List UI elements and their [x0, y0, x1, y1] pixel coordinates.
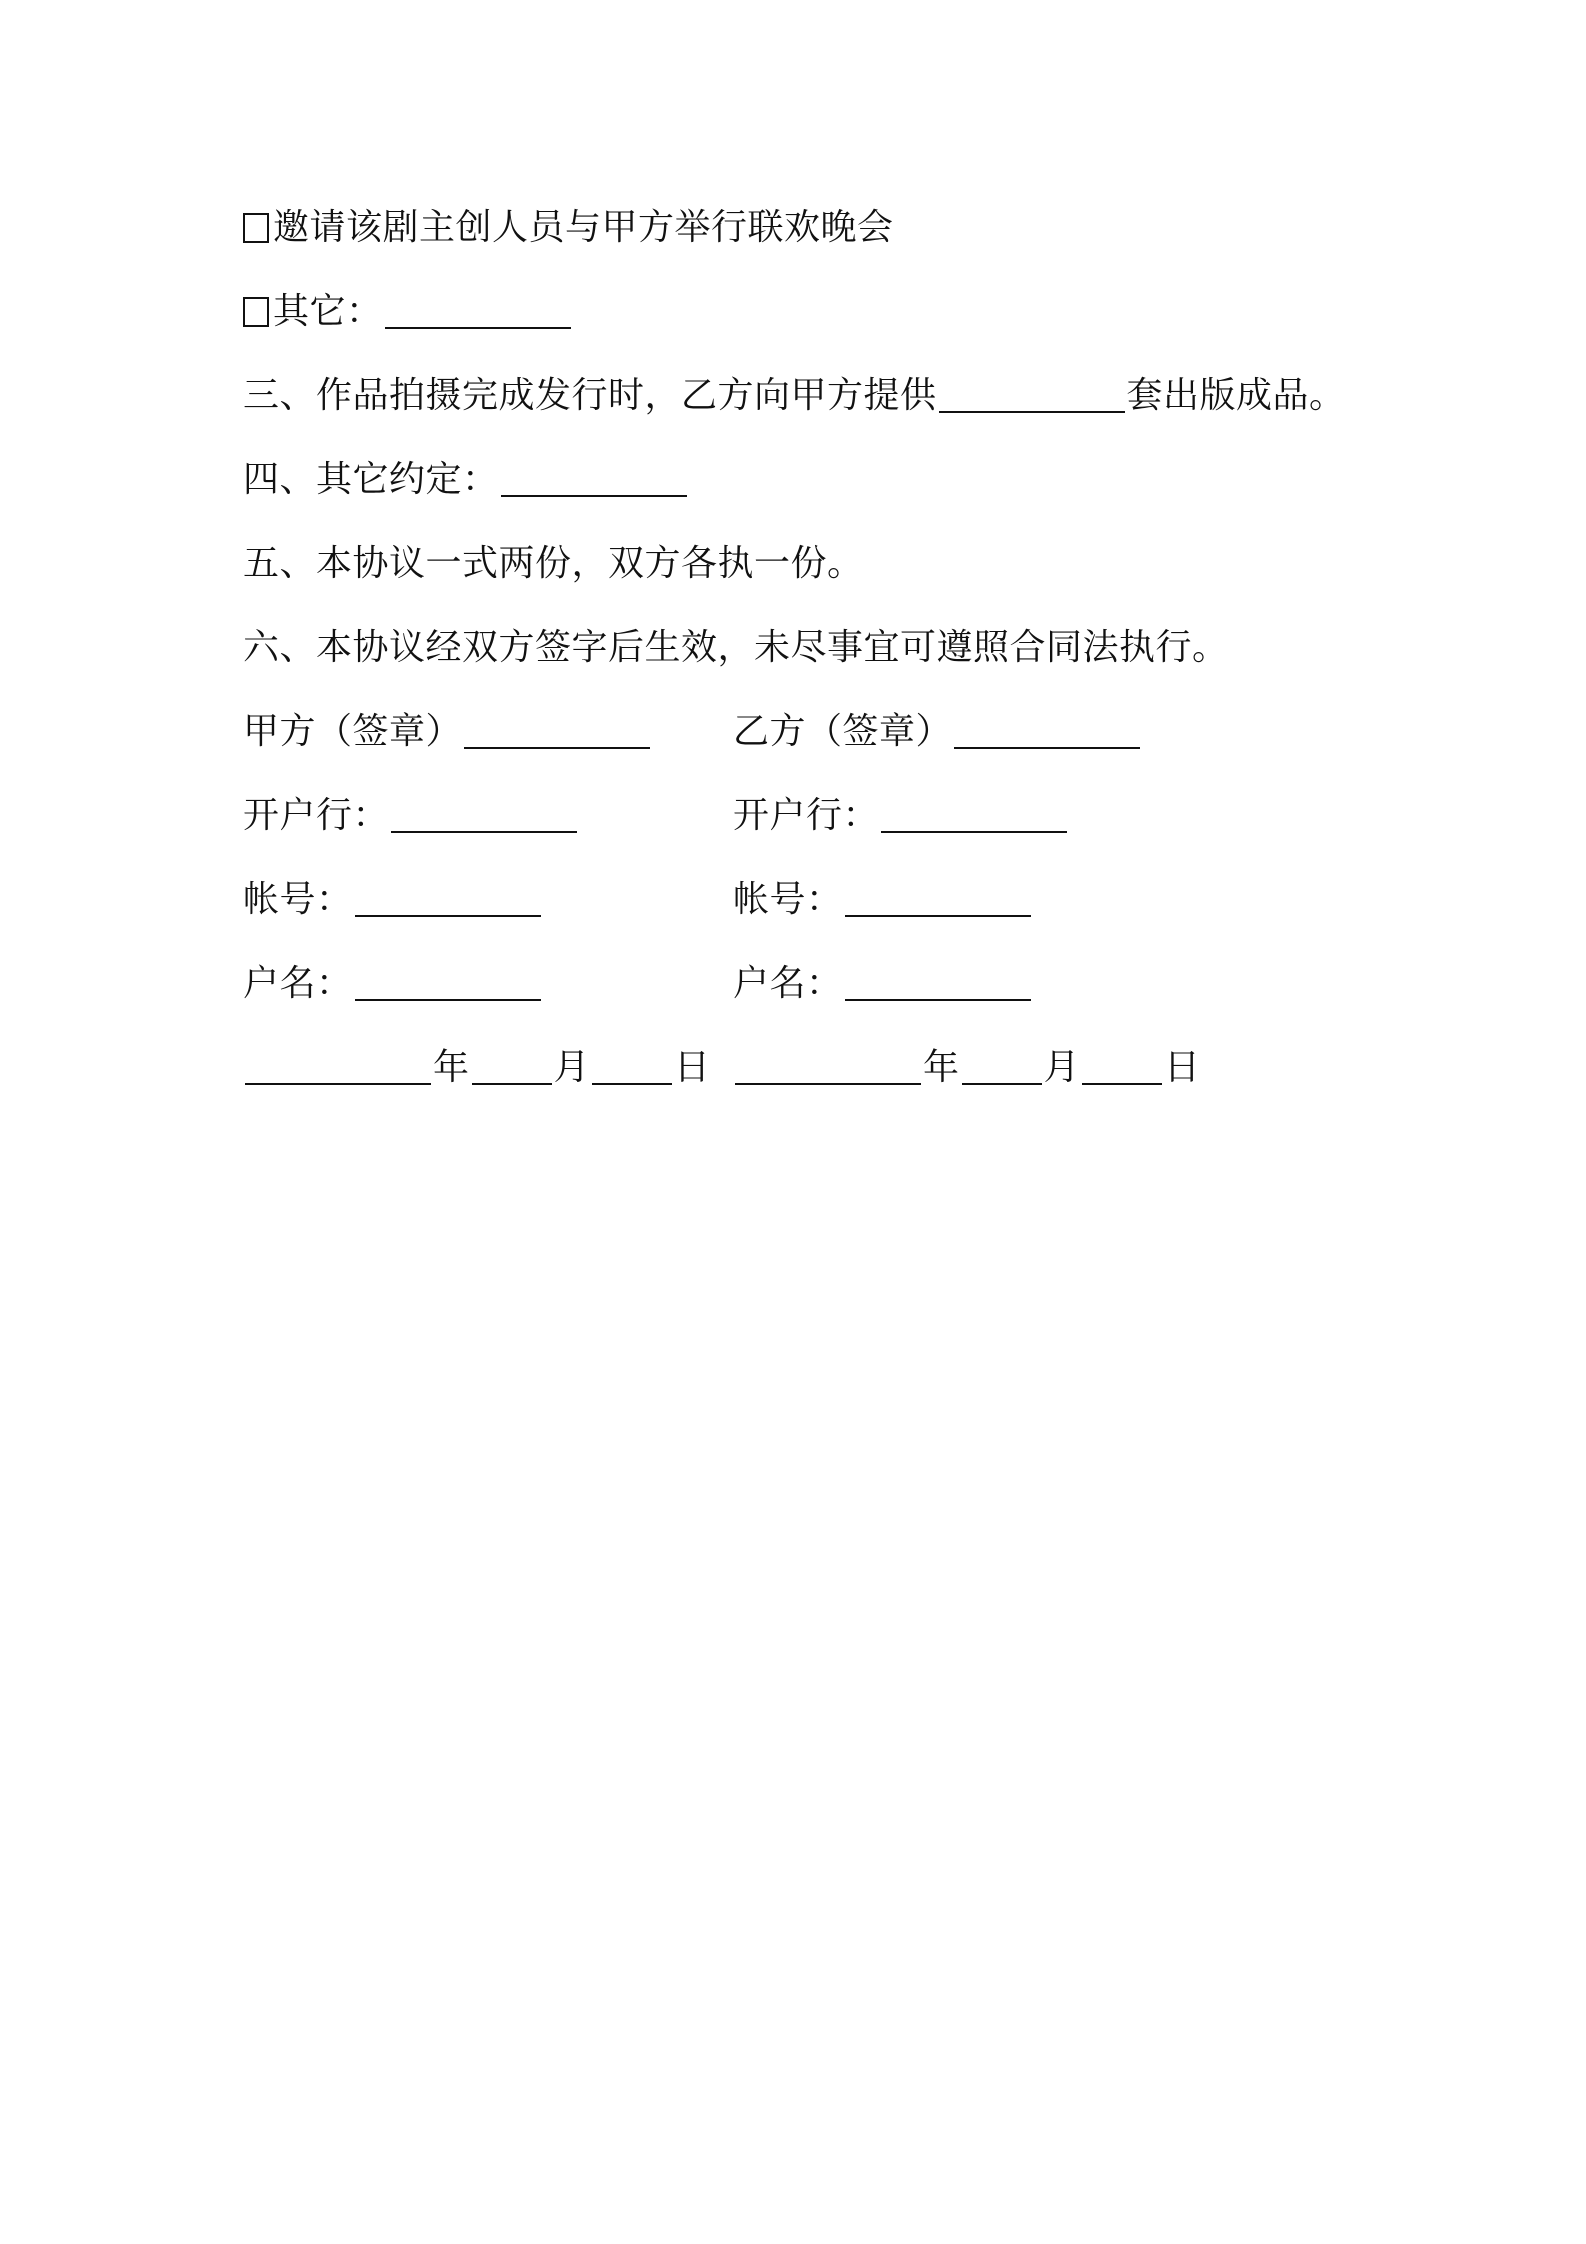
option-invite-text: 邀请该剧主创人员与甲方举行联欢晚会 [273, 207, 894, 248]
party-b-date-line [733, 1046, 1201, 1090]
party-b-sign-label: 乙方（签章） [733, 711, 953, 752]
clause-3-prefix: 三、作品拍摄完成发行时，乙方向甲方提供 [243, 375, 937, 416]
party-a-sign-line [243, 710, 652, 754]
party-b-name-blank[interactable] [845, 969, 1031, 1001]
party-a-account-label: 帐号： [243, 879, 353, 920]
party-a-month-blank[interactable] [472, 1053, 552, 1085]
clause-3-blank[interactable] [939, 381, 1125, 413]
party-a-day-label: 日 [674, 1047, 711, 1088]
party-b-year-label: 年 [923, 1047, 960, 1088]
party-a-account-line [243, 878, 543, 922]
party-b-sign-line [733, 710, 1142, 754]
checkbox-invite[interactable] [243, 213, 269, 243]
party-b-month-label: 月 [1043, 1047, 1081, 1088]
party-b-account-blank[interactable] [845, 885, 1031, 917]
party-b-sign-blank[interactable] [954, 717, 1140, 749]
party-b-day-label: 日 [1164, 1047, 1201, 1088]
clause-6-line [243, 626, 1229, 670]
party-a-bank-line [243, 794, 579, 838]
party-a-name-label: 户名： [243, 963, 353, 1004]
party-b-name-label: 户名： [733, 963, 843, 1004]
party-a-year-blank[interactable] [245, 1053, 431, 1085]
clause-4-label: 四、其它约定： [243, 459, 499, 500]
clause-5-text: 五、本协议一式两份，双方各执一份。 [243, 543, 864, 584]
clause-3-line [243, 374, 1346, 418]
party-a-bank-blank[interactable] [391, 801, 577, 833]
party-a-sign-label: 甲方（签章） [243, 711, 463, 752]
party-a-name-line [243, 962, 543, 1006]
party-a-account-blank[interactable] [355, 885, 541, 917]
party-a-sign-blank[interactable] [464, 717, 650, 749]
party-a-name-blank[interactable] [355, 969, 541, 1001]
clause-3-suffix: 套出版成品。 [1126, 375, 1346, 416]
party-b-bank-line [733, 794, 1069, 838]
party-b-bank-label: 开户行： [733, 795, 880, 836]
party-b-bank-blank[interactable] [881, 801, 1067, 833]
party-a-year-label: 年 [433, 1047, 470, 1088]
party-a-bank-label: 开户行： [243, 795, 390, 836]
party-a-date-line [243, 1046, 711, 1090]
party-b-name-line [733, 962, 1033, 1006]
party-b-year-blank[interactable] [735, 1053, 921, 1085]
party-b-day-blank[interactable] [1082, 1053, 1162, 1085]
option-invite-line [243, 206, 894, 250]
option-other-blank[interactable] [385, 297, 571, 329]
option-other-line [243, 290, 573, 334]
clause-5-line [243, 542, 864, 586]
option-other-label: 其它： [273, 291, 383, 332]
party-b-account-line [733, 878, 1033, 922]
party-b-account-label: 帐号： [733, 879, 843, 920]
clause-6-text: 六、本协议经双方签字后生效，未尽事宜可遵照合同法执行。 [243, 627, 1229, 668]
party-b-month-blank[interactable] [962, 1053, 1042, 1085]
checkbox-other[interactable] [243, 297, 269, 327]
party-a-day-blank[interactable] [592, 1053, 672, 1085]
party-a-month-label: 月 [553, 1047, 591, 1088]
clause-4-line [243, 458, 689, 502]
clause-4-blank[interactable] [501, 465, 687, 497]
